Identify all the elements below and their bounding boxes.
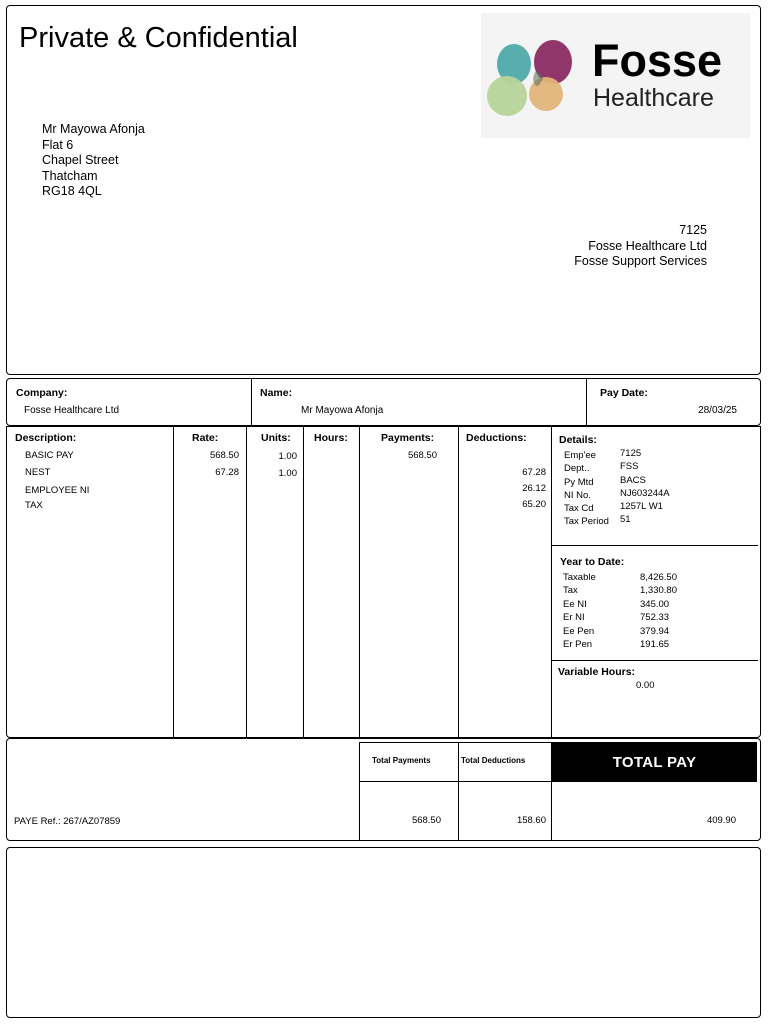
- info-row: [6, 378, 761, 426]
- company-value: Fosse Healthcare Ltd: [24, 405, 120, 416]
- ytd-keys: [563, 571, 596, 651]
- details-values: [620, 447, 670, 527]
- address-line: Thatcham: [42, 168, 98, 183]
- details-key: Py Mtd: [564, 476, 594, 488]
- ytd-value: 345.00: [640, 598, 670, 610]
- ytd-key: Ee Pen: [563, 625, 595, 637]
- details-key: Tax Cd: [564, 503, 594, 515]
- col-units: Units:: [261, 432, 291, 444]
- ytd-value: 379.94: [640, 625, 670, 637]
- ytd-key: Ee NI: [563, 598, 587, 610]
- address-line: Chapel Street: [42, 153, 119, 167]
- ytd-key: Taxable: [563, 572, 596, 583]
- details-value: FSS: [620, 461, 639, 473]
- col-payments: Payments:: [381, 432, 435, 444]
- total-payments-cell: [359, 781, 459, 841]
- ytd-values: [640, 571, 677, 651]
- ytd-key: Er NI: [563, 612, 585, 624]
- details-value: 51: [620, 514, 631, 526]
- total-deductions-value: 158.60: [516, 815, 546, 826]
- details-key: NI No.: [564, 489, 591, 501]
- total-deductions-cell: [458, 781, 552, 841]
- item-payment: 568.50: [407, 450, 437, 461]
- address-block: [42, 122, 145, 200]
- ytd-key: Er Pen: [563, 639, 593, 651]
- ytd-value: 8,426.50: [640, 572, 677, 583]
- company-logo: [481, 13, 750, 138]
- total-payments-value: 568.50: [411, 815, 441, 826]
- total-deductions-label: Total Deductions: [461, 756, 526, 765]
- details-value: BACS: [620, 474, 646, 486]
- details-key: Tax Period: [564, 516, 609, 528]
- logo-subtitle: Healthcare: [593, 84, 714, 112]
- total-pay-value: 409.90: [706, 815, 736, 826]
- paye-reference: PAYE Ref.: 267/AZ07859: [14, 816, 121, 827]
- item-description: EMPLOYEE NI: [25, 485, 90, 496]
- details-key: Emp'ee: [564, 450, 596, 461]
- details-value: NJ603244A: [620, 487, 670, 499]
- details-value: 7125: [620, 448, 642, 459]
- details-value: 1257L W1: [620, 501, 663, 513]
- item-deduction: 65.20: [522, 499, 546, 510]
- paydate-value: 28/03/25: [698, 405, 737, 416]
- ytd-key: Tax: [563, 585, 578, 597]
- variable-hours-value: 0.00: [636, 680, 655, 691]
- company-label: Company:: [16, 387, 68, 399]
- employer-line: Fosse Support Services: [574, 254, 707, 268]
- item-units: 1.00: [278, 451, 297, 462]
- col-description: Description:: [15, 432, 77, 444]
- item-units: 1.00: [278, 468, 297, 479]
- col-hours: Hours:: [314, 432, 348, 444]
- item-deduction: 67.28: [522, 467, 546, 478]
- variable-hours-label: Variable Hours:: [558, 666, 636, 678]
- ytd-value: 1,330.80: [640, 585, 677, 597]
- ytd-value: 191.65: [640, 639, 670, 651]
- ytd-value: 752.33: [640, 612, 670, 624]
- item-description: BASIC PAY: [25, 450, 74, 461]
- page-title: Private & Confidential: [19, 22, 298, 54]
- address-line: Flat 6: [42, 137, 74, 152]
- name-value: Mr Mayowa Afonja: [301, 405, 384, 416]
- employer-line: Fosse Healthcare Ltd: [588, 238, 707, 253]
- logo-brand: Fosse: [592, 35, 723, 86]
- details-key: Dept..: [564, 463, 590, 475]
- col-deductions: Deductions:: [466, 432, 527, 444]
- item-description: NEST: [25, 467, 51, 478]
- item-rate: 67.28: [215, 467, 239, 478]
- address-line: RG18 4QL: [42, 184, 102, 198]
- total-payments-label: Total Payments: [372, 756, 431, 765]
- notes-panel: [6, 847, 761, 1018]
- employer-line: 7125: [679, 223, 707, 237]
- details-label: Details:: [559, 434, 597, 446]
- item-rate: 568.50: [209, 450, 239, 461]
- item-description: TAX: [25, 500, 43, 511]
- address-line: Mr Mayowa Afonja: [42, 122, 145, 136]
- details-list: [564, 449, 609, 529]
- name-label: Name:: [260, 387, 293, 399]
- item-deduction: 26.12: [522, 483, 546, 494]
- ytd-label: Year to Date:: [560, 556, 625, 568]
- employer-block: [574, 223, 707, 270]
- col-rate: Rate:: [192, 432, 219, 444]
- total-pay-label: TOTAL PAY: [552, 742, 757, 782]
- paydate-label: Pay Date:: [600, 387, 648, 399]
